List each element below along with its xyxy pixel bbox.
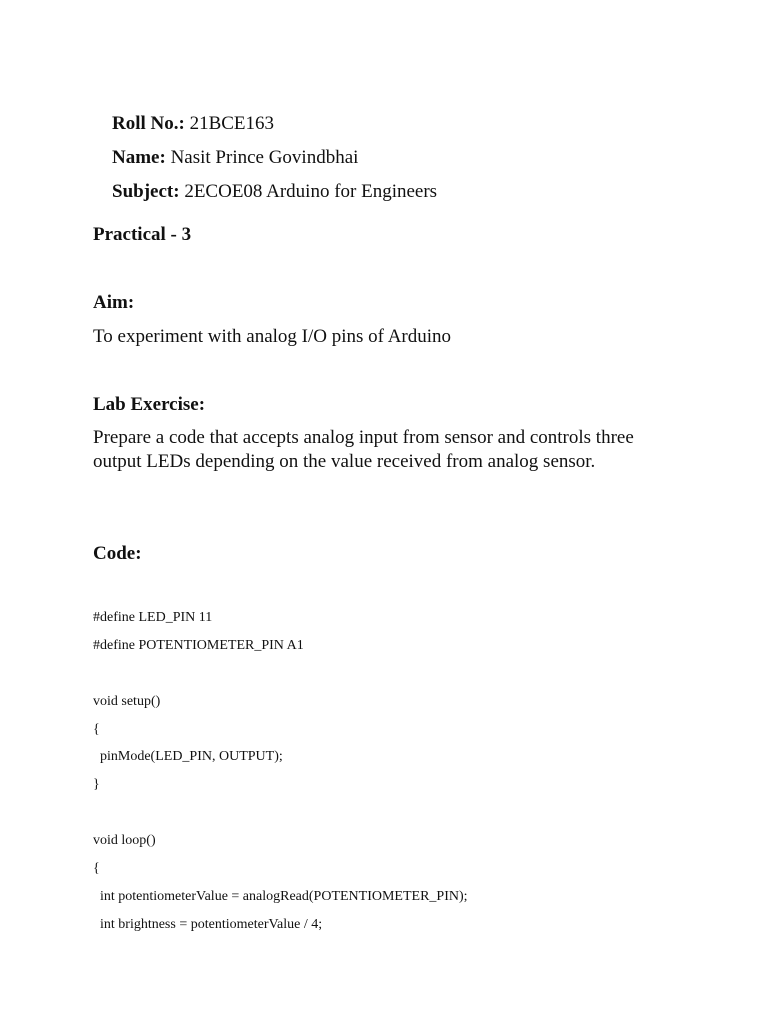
practical-title: Practical - 3 bbox=[93, 224, 192, 245]
subject-label: Subject: bbox=[112, 181, 180, 202]
code-line: #define LED_PIN 11 bbox=[93, 610, 213, 625]
name-value: Nasit Prince Govindbhai bbox=[165, 147, 359, 168]
lab-exercise-heading: Lab Exercise: bbox=[93, 394, 206, 415]
code-line: int potentiometerValue = analogRead(POTENTIOMETER_PIN); bbox=[93, 889, 468, 904]
code-line: void loop() bbox=[93, 833, 156, 848]
subject-value: 2ECOE08 Arduino for Engineers bbox=[179, 181, 438, 202]
subject-line bbox=[93, 156, 437, 228]
code-line: { bbox=[93, 861, 100, 876]
code-line: int brightness = potentiometerValue / 4; bbox=[93, 917, 323, 932]
code-line: { bbox=[93, 722, 100, 737]
code-heading: Code: bbox=[93, 543, 142, 564]
lab-exercise-text: Prepare a code that accepts analog input from sensor and controls three output LEDs depending on the value received from analog sensor. bbox=[93, 427, 634, 472]
aim-heading: Aim: bbox=[93, 292, 135, 313]
roll-number-label: Roll No.: bbox=[112, 113, 185, 134]
code-line: #define POTENTIOMETER_PIN A1 bbox=[93, 638, 304, 653]
code-line: } bbox=[93, 777, 100, 792]
code-line: void setup() bbox=[93, 694, 161, 709]
name-label: Name: bbox=[112, 147, 166, 168]
roll-number-value: 21BCE163 bbox=[184, 113, 275, 134]
code-line: pinMode(LED_PIN, OUTPUT); bbox=[93, 749, 283, 764]
aim-text: To experiment with analog I/O pins of Arduino bbox=[93, 326, 452, 347]
